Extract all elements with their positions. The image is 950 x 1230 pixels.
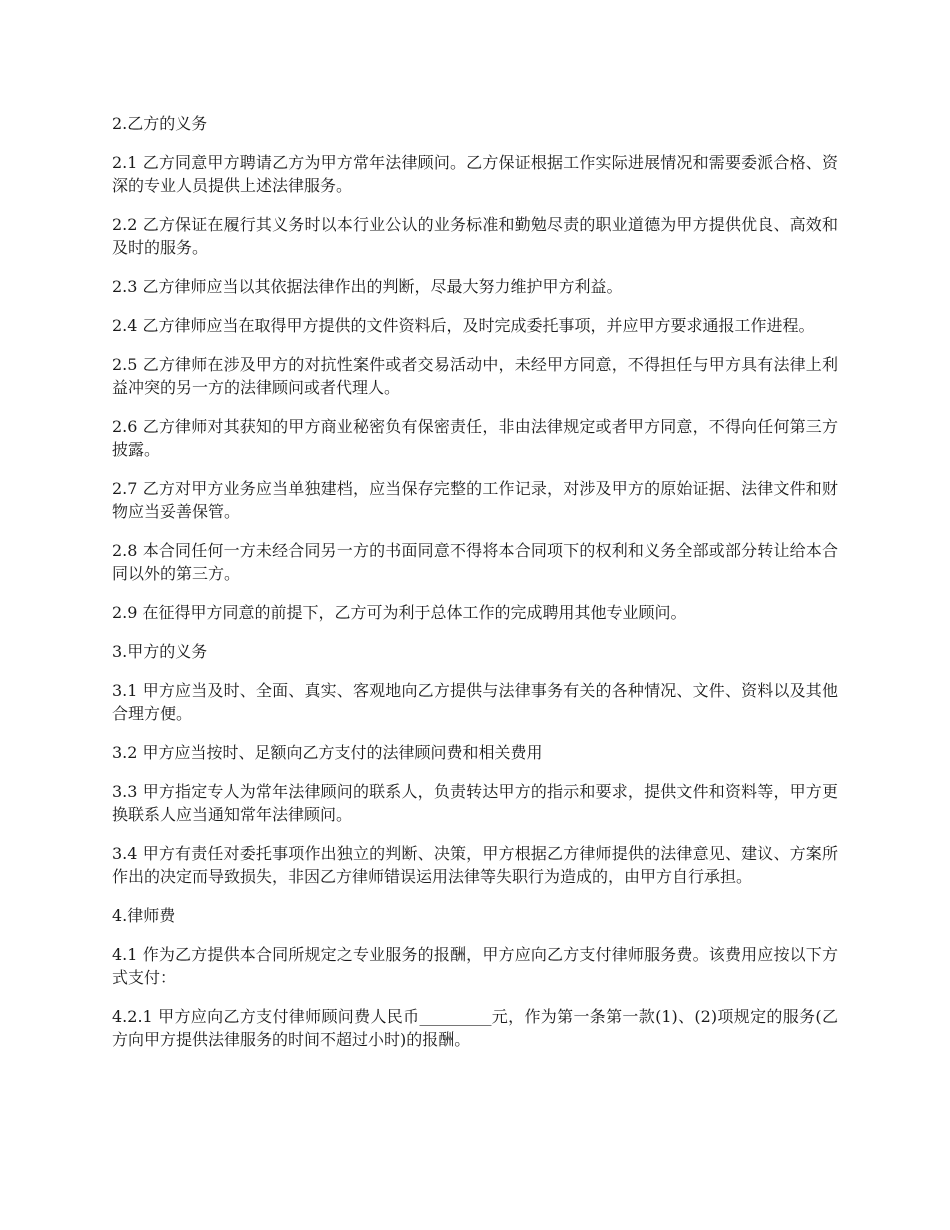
clause-2-1: 2.1 乙方同意甲方聘请乙方为甲方常年法律顾问。乙方保证根据工作实际进展情况和需要委派合格、资深的专业人员提供上述法律服务。 xyxy=(112,153,838,195)
section-heading-4: 4.律师费 xyxy=(112,906,176,925)
clause-2-5: 2.5 乙方律师在涉及甲方的对抗性案件或者交易活动中，未经甲方同意，不得担任与甲方具有法律上利益冲突的另一方的法律顾问或者代理人。 xyxy=(112,355,838,397)
document-page xyxy=(112,112,838,1067)
clause-2-4: 2.4 乙方律师应当在取得甲方提供的文件资料后，及时完成委托事项，并应甲方要求通报工作进程。 xyxy=(112,316,815,335)
clause-3-3: 3.3 甲方指定专人为常年法律顾问的联系人，负责转达甲方的指示和要求，提供文件和资料等，甲方更换联系人应当通知常年法律顾问。 xyxy=(112,782,838,824)
clause-3-2: 3.2 甲方应当按时、足额向乙方支付的法律顾问费和相关费用 xyxy=(112,743,543,762)
clause-4-2-1: 4.2.1 甲方应向乙方支付律师顾问费人民币_________元，作为第一条第一款(1)、(2)项规定的服务(乙方向甲方提供法律服务的时间不超过小时)的报酬。 xyxy=(112,1007,838,1049)
clause-4-1: 4.1 作为乙方提供本合同所规定之专业服务的报酬，甲方应向乙方支付律师服务费。该费用应按以下方式支付： xyxy=(112,945,838,987)
clause-2-8: 2.8 本合同任何一方未经合同另一方的书面同意不得将本合同项下的权利和义务全部或部分转让给本合同以外的第三方。 xyxy=(112,541,838,583)
clause-2-9: 2.9 在征得甲方同意的前提下，乙方可为利于总体工作的完成聘用其他专业顾问。 xyxy=(112,603,687,622)
clause-2-7: 2.7 乙方对甲方业务应当单独建档，应当保存完整的工作记录，对涉及甲方的原始证据、法律文件和财物应当妥善保管。 xyxy=(112,479,838,521)
clause-2-2: 2.2 乙方保证在履行其义务时以本行业公认的业务标准和勤勉尽责的职业道德为甲方提供优良、高效和及时的服务。 xyxy=(112,215,838,257)
section-heading-3: 3.甲方的义务 xyxy=(112,642,208,661)
clause-2-3: 2.3 乙方律师应当以其依据法律作出的判断，尽最大努力维护甲方利益。 xyxy=(112,277,623,296)
clause-3-4: 3.4 甲方有责任对委托事项作出独立的判断、决策，甲方根据乙方律师提供的法律意见、建议、方案所作出的决定而导致损失，非因乙方律师错误运用法律等失职行为造成的，由甲方自行承担。 xyxy=(112,844,838,886)
section-heading-2: 2.乙方的义务 xyxy=(112,114,208,133)
clause-3-1: 3.1 甲方应当及时、全面、真实、客观地向乙方提供与法律事务有关的各种情况、文件、资料以及其他合理方便。 xyxy=(112,681,838,723)
clause-2-6: 2.6 乙方律师对其获知的甲方商业秘密负有保密责任，非由法律规定或者甲方同意，不得向任何第三方披露。 xyxy=(112,417,838,459)
